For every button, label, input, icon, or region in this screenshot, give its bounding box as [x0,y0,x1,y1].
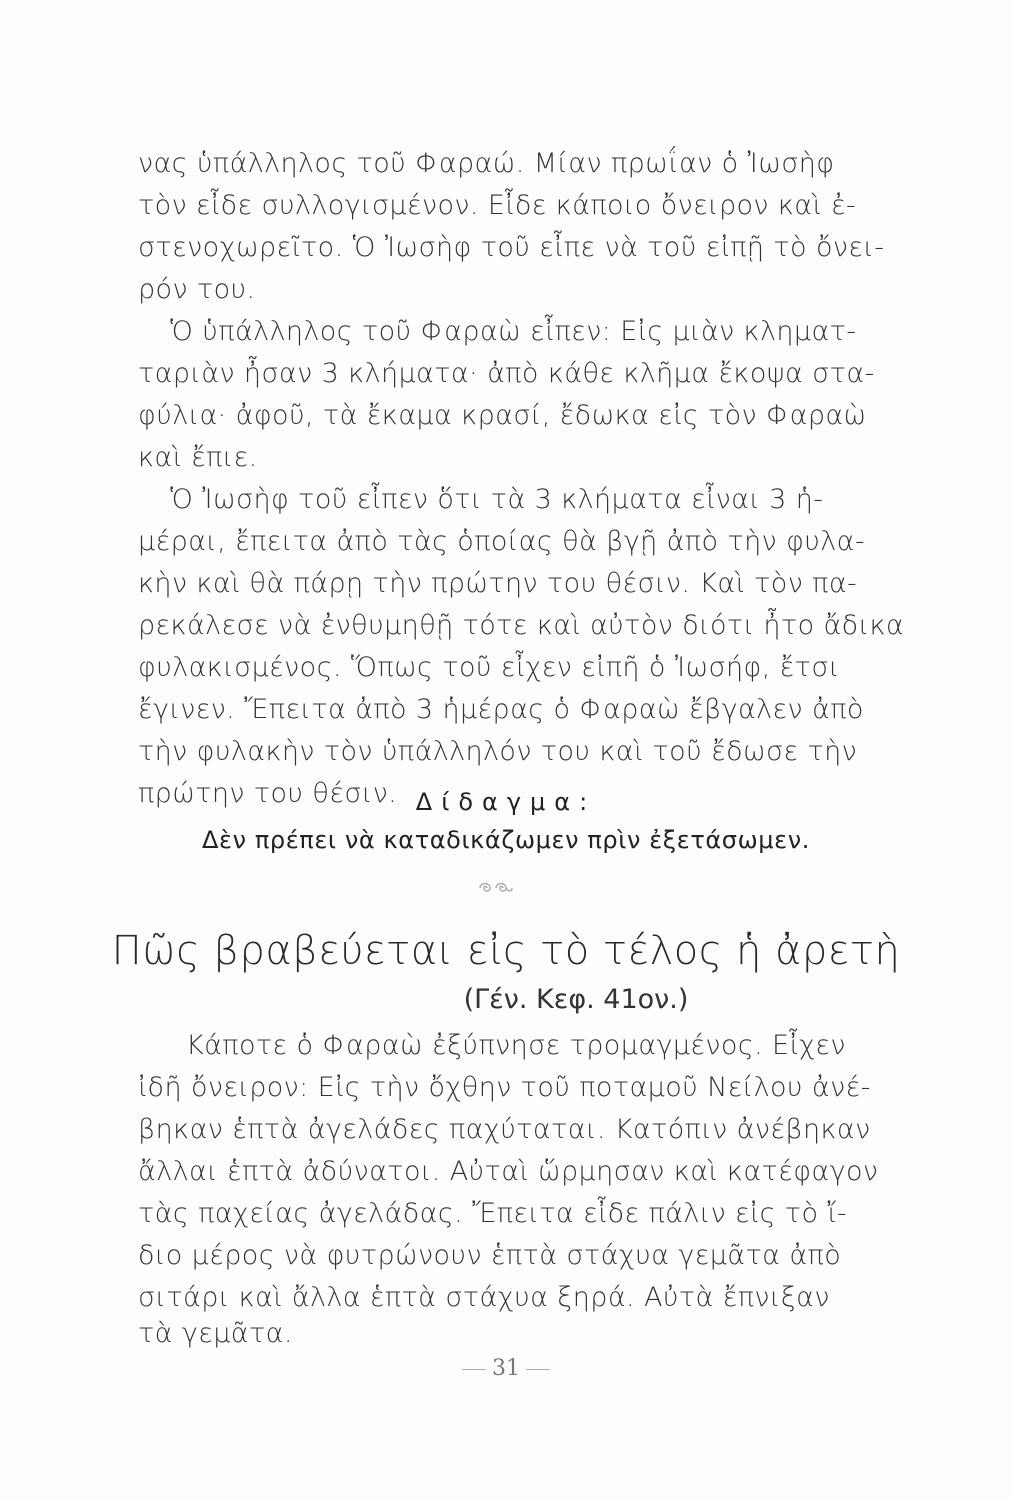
story-line: καὶ ἔπιε. [138,442,258,473]
chapter-line: ἄλλαι ἑπτὰ ἀδύνατοι. Αὐταὶ ὥρμησαν καὶ κατέφαγον [138,1156,879,1187]
lesson-text: Δὲν πρέπει νὰ καταδικάζωμεν πρὶν ἐξετάσωμεν. [202,826,810,854]
lesson-heading: Δίδαγμα: [415,788,597,816]
story-line: τὸν εἶδε συλλογισμένον. Εἶδε κάποιο ὄνειρον καὶ ἐ- [138,190,857,221]
story-line: ἔγινεν. Ἔπειτα ἀπὸ 3 ἡμέρας ὁ Φαραὼ ἔβγαλεν ἀπὸ [138,694,864,725]
story-line: τὴν φυλακὴν τὸν ὑπάλληλόν του καὶ τοῦ ἔδωσε τὴν [138,736,858,767]
story-line: στενοχωρεῖτο. Ὁ Ἰωσὴφ τοῦ εἶπε νὰ τοῦ εἰπῇ τὸ ὄνει- [138,232,885,263]
chapter-line: τὰς παχείας ἀγελάδας. Ἔπειτα εἶδε πάλιν εἰς τὸ ἴ- [138,1198,848,1229]
story-line: πρώτην του θέσιν. [138,778,398,809]
story-line: φύλια· ἀφοῦ, τὰ ἔκαμα κρασί, ἔδωκα εἰς τὸν Φαραὼ [138,400,867,431]
page-number-rule-left [462,1369,486,1370]
double-swirl-ornament-icon [476,878,516,898]
chapter-reference: (Γέν. Κεφ. 41ον.) [463,984,689,1015]
chapter-title: Πῶς βραβεύεται εἰς τὸ τέλος ἡ ἀρετὴ [111,928,901,974]
page-number-value: 31 [492,1356,520,1381]
story-line: Ὁ Ἰωσὴφ τοῦ εἶπεν ὅτι τὰ 3 κλήματα εἶναι 3 ἡ- [170,484,824,515]
chapter-line: βηκαν ἑπτὰ ἀγελάδες παχύταται. Κατόπιν ἀνέβηκαν [138,1114,871,1145]
story-line: Ὁ ὑπάλληλος τοῦ Φαραὼ εἶπεν: Εἰς μιὰν κληματ- [170,316,857,347]
story-line: ταριὰν ἦσαν 3 κλήματα· ἀπὸ κάθε κλῆμα ἔκοψα στα- [138,358,875,389]
chapter-line: Κάποτε ὁ Φαραὼ ἐξύπνησε τρομαγμένος. Εἶχεν [186,1030,846,1061]
chapter-line: διο μέρος νὰ φυτρώνουν ἑπτὰ στάχυα γεμᾶτα ἀπὸ [138,1240,842,1271]
page-number-rule-right [526,1369,550,1370]
story-line: κὴν καὶ θὰ πάρῃ τὴν πρώτην του θέσιν. Καὶ τὸν πα- [138,568,858,599]
page-number [0,1356,1012,1381]
story-line: μέραι, ἔπειτα ἀπὸ τὰς ὁποίας θὰ βγῇ ἀπὸ τὴν φυλα- [138,526,866,557]
story-line: νας ὑπάλληλος τοῦ Φαραώ. Μίαν πρωΐαν ὁ Ἰωσὴφ [138,148,835,179]
chapter-line: ἰδῆ ὄνειρον: Εἰς τὴν ὄχθην τοῦ ποταμοῦ Νείλου ἀνέ- [138,1072,871,1103]
chapter-line: τὰ γεμᾶτα. [138,1318,293,1349]
story-line: φυλακισμένος. Ὅπως τοῦ εἶχεν εἰπῆ ὁ Ἰωσήφ, ἔτσι [138,652,840,683]
story-line: ρεκάλεσε νὰ ἐνθυμηθῇ τότε καὶ αὐτὸν διότι ἦτο ἄδικα [138,610,905,641]
chapter-line: σιτάρι καὶ ἄλλα ἑπτὰ στάχυα ξηρά. Αὐτὰ ἔπνιξαν [138,1282,830,1313]
story-line: ρόν του. [138,274,256,305]
